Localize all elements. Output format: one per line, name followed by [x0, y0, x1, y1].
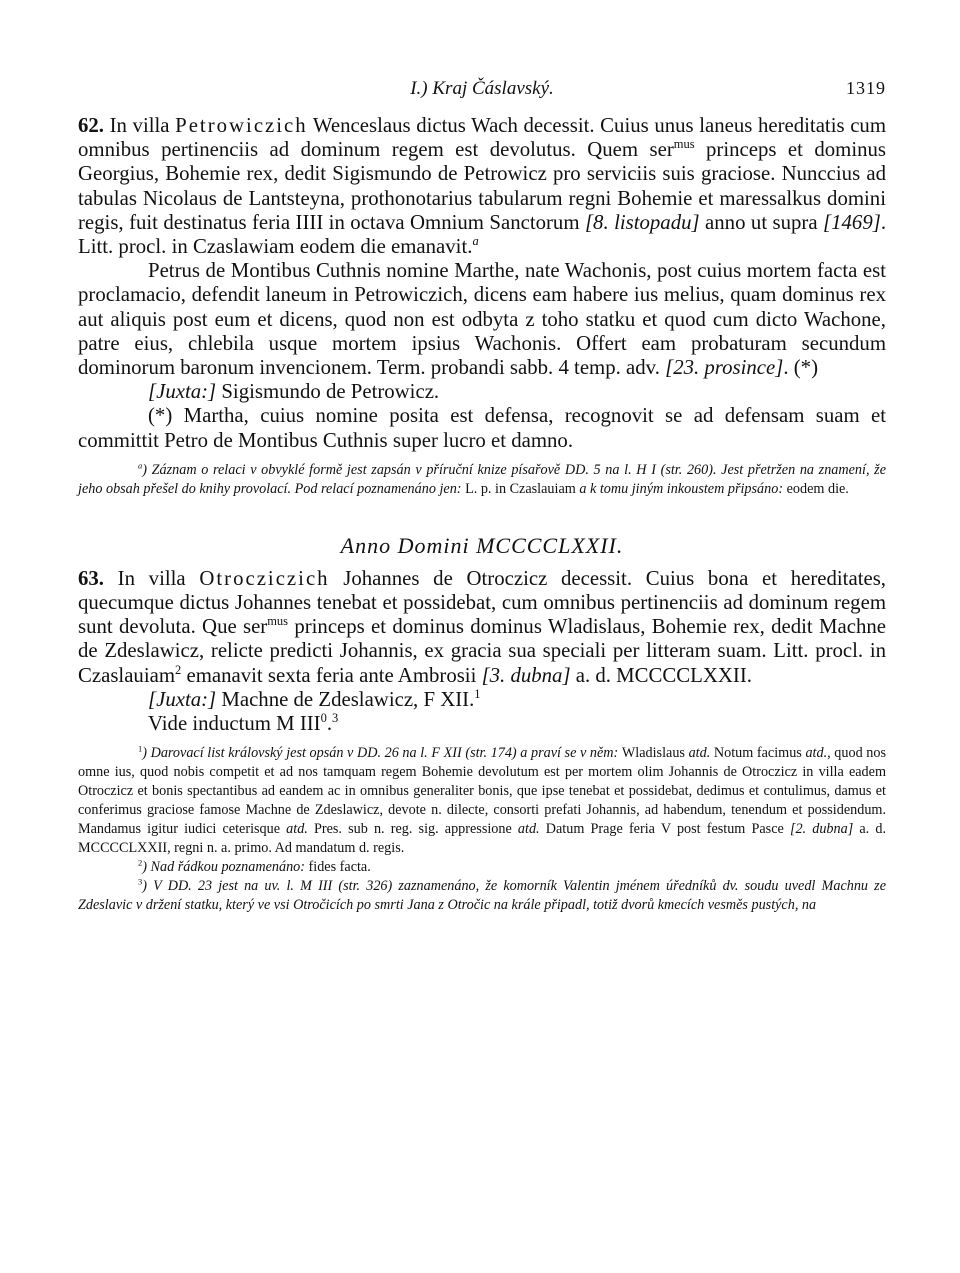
footnote-ref: 3 [332, 711, 339, 726]
text-run: Vide inductum M III [148, 712, 321, 736]
date-annotation: [3. dubna] [481, 663, 571, 687]
text-run: , quod nos omne ius, quod nobis competit et ad nos tamquam regem Bohemie devolutum est per mortem olim Johannis de Otroczicz in villa eadem Otroczicz et bonis spectantibus ad eandem ac in omnibus generaliter bonis, que ipse tenebat et possidebat, dedimus et contulimus, damus et conferimus graciose famose Machne de Zdeslawicz, devote n. dilecte, consorti prefati Johannis, ad habendum, tenendum et possidendum. Mandamus igitur iudici ceterisque [78, 745, 886, 838]
text-run: anno ut supra [699, 210, 824, 234]
text-run: Petrus de Montibus Cuthnis nomine Marthe, nate Wachonis, post cuius mortem facta est proclamacio, defendit laneum in Petrowiczich, dicens eam habere ius melius, quam dominus rex aut aliquis post eum et dicens, quod non est odbyta z toho statku et quod cum dicto Wachone, patre eius, chlebila usque mortem ipsius Wachonis. Offert eam probaturam secundum dominorum baronum invencionem. Term. probandi sabb. 4 temp. adv. [78, 259, 886, 380]
footnote-mark: 1 [138, 743, 143, 754]
entry-number: 63. [78, 566, 104, 590]
place-name: Otrocziczich [199, 566, 330, 590]
text-run: ) Darovací list královský jest opsán v DD. 26 na l. F XII (str. 174) a praví se v něm: [142, 745, 622, 762]
text-run: In villa [104, 114, 176, 137]
footnote-mark: 3 [138, 876, 143, 887]
page [78, 78, 886, 915]
text-run: a. d. MCCCCLXXII. [570, 663, 752, 687]
text-run: atd. [805, 745, 828, 762]
juxta-label: [Juxta:] [148, 380, 217, 404]
footnote-2 [78, 858, 886, 877]
footnote-a [78, 461, 886, 499]
footnote-mark: a [138, 460, 143, 471]
footnote-ref: 2 [175, 662, 182, 677]
superscript: mus [673, 137, 695, 152]
text-run: a. d. MCCCCLXXII, regni n. a. primo. Ad mandatum d. regis. [78, 821, 886, 857]
text-run: fides facta. [308, 859, 371, 876]
entry-63-juxta [78, 688, 886, 712]
text-run: ) Záznam o relaci v obvyklé formě jest zapsán v příruční knize písařově DD. 5 na l. H I (str. 260). Jest přetržen na znamení, že jeho obsah přešel do knihy provolací. Pod relací poznamenáno jen: [78, 461, 886, 497]
entry-62-paragraph [78, 114, 886, 259]
running-title: I.) Kraj Čáslavský. [410, 78, 554, 99]
text-run: ) Nad řádkou poznamenáno: [142, 859, 309, 876]
text-run: Wenceslaus dictus Wach decessit. Cuius unus laneus hereditatis cum omnibus pertinenciis ad dominum regem est devolutus. Quem ser [78, 114, 886, 162]
entry-62-defense-paragraph [78, 259, 886, 380]
text-run: a k tomu jiným inkoustem připsáno: [575, 480, 787, 497]
place-name: Petrowiczich [175, 114, 308, 137]
text-run: Sigismundo de Petrowicz. [216, 380, 440, 404]
footnote-ref: 1 [474, 686, 481, 701]
text-run: princeps et dominus dominus Wladislaus, Bohemie rex, dedit Machne de Zdeslawicz, relicte predicti Johannis, ex gracia sua speciali per litteram suam. Litt. procl. in Czaslauiam [78, 615, 886, 687]
footnote-mark: 2 [138, 857, 143, 868]
year-heading: Anno Domini MCCCCLXXII. [340, 532, 624, 558]
entry-63-vide [78, 712, 886, 736]
text-run: L. p. in Czaslauiam [465, 480, 576, 497]
text-run: Pres. sub n. reg. sig. appressione [307, 821, 518, 838]
entry-62-note-paragraph [78, 404, 886, 452]
juxta-label: [Juxta:] [148, 687, 217, 711]
text-run: princeps et dominus Georgius, Bohemie rex, dedit Sigismundo de Petrowicz pro serviciis suis graciose. Nunccius ad tabulas Nicolaus de Lantsteyna, prothonotarius tabularum regni Bohemie et maressalkus domini regis, fuit destinatus feria IIII in octava Omnium Sanctorum [78, 138, 886, 234]
text-run: Machne de Zdeslawicz, F XII. [216, 687, 475, 711]
page-header [78, 78, 886, 108]
footnote-ref: a [472, 234, 479, 249]
footnote-3 [78, 877, 886, 915]
year-annotation: [1469] [823, 210, 881, 234]
date-annotation: [8. listopadu] [584, 210, 700, 234]
text-run: . (*) [783, 356, 818, 380]
entry-number: 62. [78, 114, 104, 137]
text-run: ) V DD. 23 jest na uv. l. M III (str. 326) zaznamenáno, že komorník Valentin jménem úředníků dv. soudu uvedl Machnu ze Zdeslavic v držení statku, který ve vsi Otročicích po smrti Jana z Otročic na krále připadl, totiž dvorů kmecích vesměs pustých, na [78, 878, 886, 914]
text-run: emanavit sexta feria ante Ambrosii [181, 663, 482, 687]
text-run: atd. [286, 821, 308, 838]
text-run: . Litt. procl. in Czaslawiam eodem die emanavit. [78, 210, 887, 259]
entry-63-paragraph [78, 567, 886, 688]
text-run: atd. [688, 745, 711, 762]
text-run: Wladislaus [621, 745, 689, 762]
footnote-1 [78, 744, 886, 858]
text-run: atd. [517, 821, 540, 838]
text-run: eodem die. [786, 480, 849, 497]
text-run: [2. dubna] [789, 821, 854, 838]
text-run: Notum facimus [710, 745, 806, 762]
text-run: Johannes de Otroczicz decessit. Cuius bona et hereditates, quecumque dictus Johannes tenebat et possidebat, cum omnibus pertinenciis ad dominum regem sunt devoluta. Que ser [78, 566, 886, 639]
entry-62-juxta [78, 380, 886, 404]
page-number: 1319 [846, 78, 886, 98]
text-run: In villa [104, 566, 200, 590]
superscript: mus [267, 614, 289, 629]
superscript: 0 [320, 711, 327, 726]
date-annotation: [23. prosince] [665, 356, 784, 380]
text-run: Datum Prage feria V post festum Pasce [539, 821, 790, 838]
text-run: (*) Martha, cuius nomine posita est defensa, recognovit se ad defensam suam et committit Petro de Montibus Cuthnis super lucro et damno. [78, 404, 886, 452]
text-run: . [326, 712, 333, 736]
